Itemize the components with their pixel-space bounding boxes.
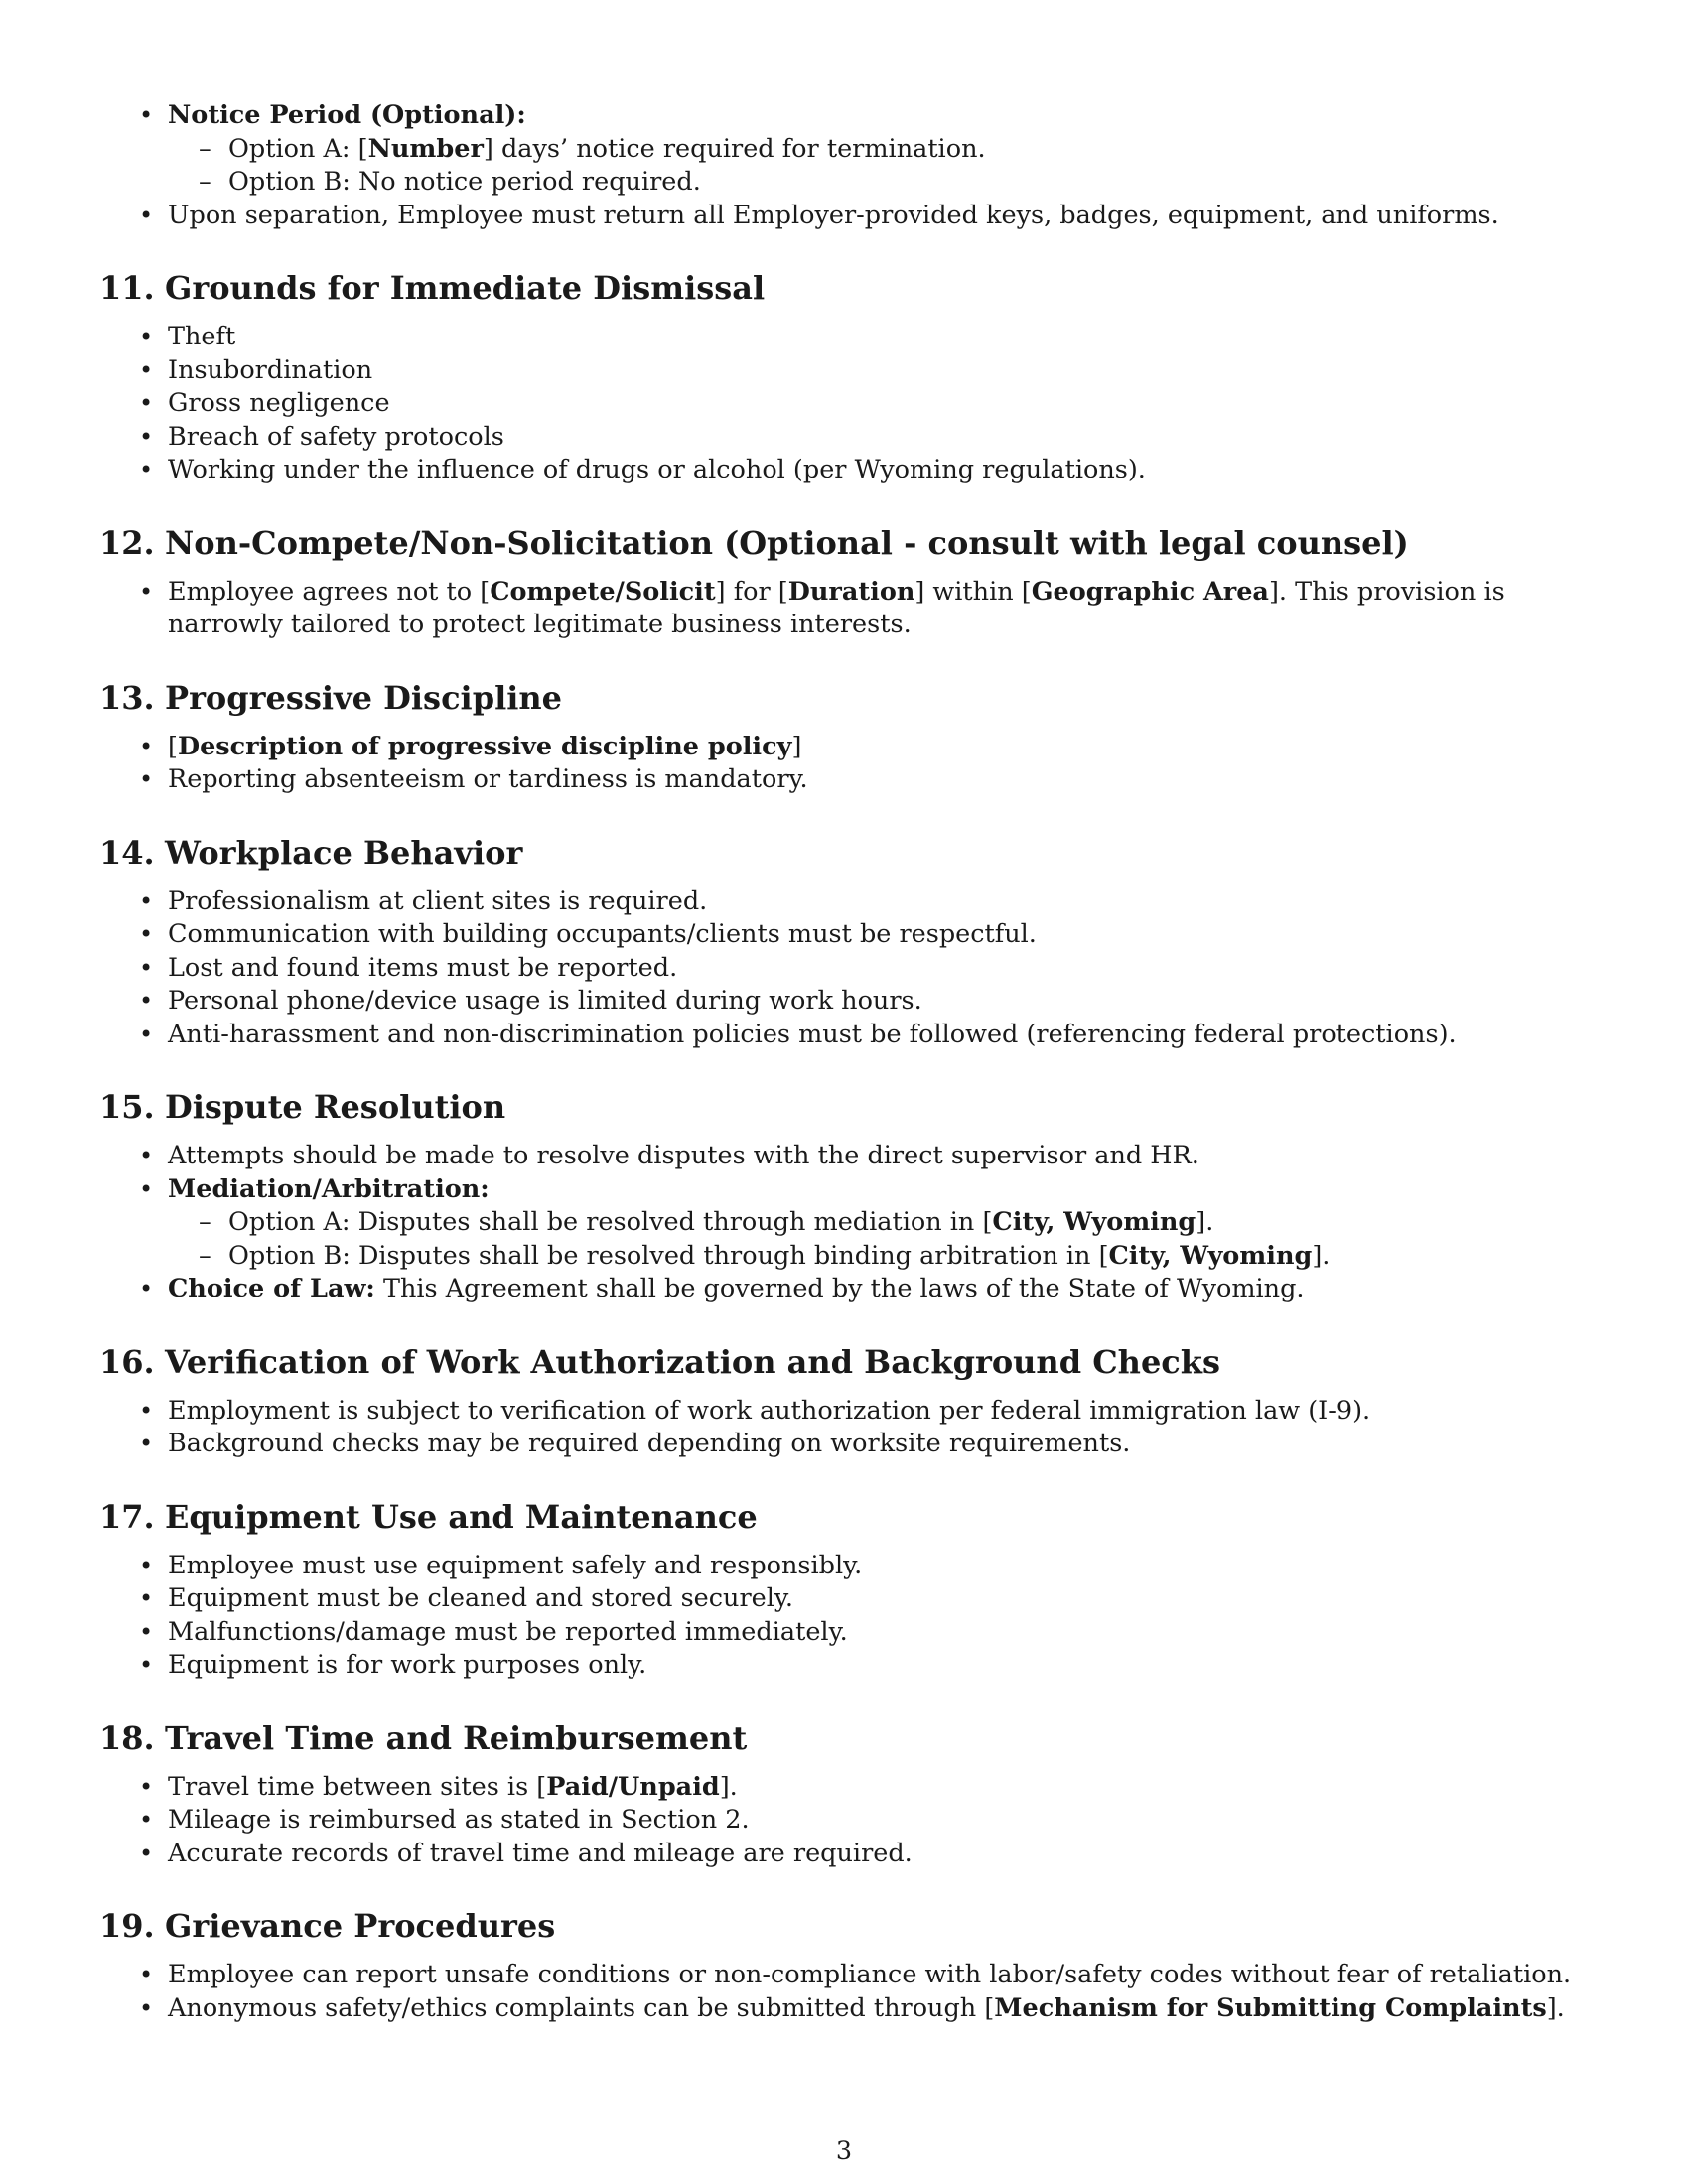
- section-heading: 13. Progressive Discipline: [99, 678, 563, 717]
- bullet-icon: •: [139, 732, 154, 760]
- list-item: • Communication with building occupants/clients must be respectful.: [99, 918, 1599, 952]
- bullet-icon: •: [139, 1617, 154, 1646]
- section-14: [99, 833, 1599, 1052]
- list-item: • Lost and found items must be reported.: [99, 952, 1599, 986]
- bullet-icon: •: [139, 1275, 154, 1302]
- list-item: • Anti-harassment and non-discrimination policies must be followed (referencing federal protections).: [99, 1019, 1599, 1052]
- sub-list-item: – Option B: No notice period required.: [99, 166, 1599, 200]
- bullet-list: [99, 1771, 1599, 1871]
- bullet-icon: •: [139, 101, 154, 129]
- bullet-icon: •: [139, 323, 154, 350]
- placeholder-field: Compete/Solicit: [490, 576, 716, 607]
- list-item: • Attempts should be made to resolve disputes with the direct supervisor and HR.: [99, 1140, 1599, 1173]
- placeholder-field: City, Wyoming: [992, 1207, 1196, 1237]
- list-item: • Working under the influence of drugs or alcohol (per Wyoming regulations).: [99, 454, 1599, 487]
- sub-list-item: – Option A: Disputes shall be resolved through mediation in [City, Wyoming].: [99, 1206, 1599, 1240]
- bullet-icon: •: [139, 987, 154, 1015]
- list-item: • Choice of Law: This Agreement shall be governed by the laws of the State of Wyoming.: [99, 1273, 1599, 1306]
- section-16: [99, 1342, 1599, 1461]
- placeholder-field: Number: [367, 133, 484, 164]
- placeholder-field: Description of progressive discipline policy: [177, 731, 792, 761]
- bullet-icon: •: [139, 1806, 154, 1834]
- list-item: • Reporting absenteeism or tardiness is mandatory.: [99, 763, 1599, 797]
- section-heading: 15. Dispute Resolution: [99, 1088, 506, 1126]
- placeholder-field: Duration: [787, 576, 915, 607]
- section-12: [99, 523, 1599, 642]
- bullet-icon: •: [139, 456, 154, 483]
- list-item: • Employee can report unsafe conditions or non-compliance with labor/safety codes without fear of retaliation.: [99, 1959, 1599, 1992]
- bullet-list: [99, 1550, 1599, 1683]
- section-heading: 12. Non-Compete/Non-Solicitation (Optional - consult with legal counsel): [99, 523, 1409, 562]
- page-number: 3: [835, 2136, 853, 2166]
- bullet-icon: •: [139, 765, 154, 793]
- list-item: • Malfunctions/damage must be reported immediately.: [99, 1616, 1599, 1650]
- bullet-icon: •: [139, 1430, 154, 1457]
- bullet-list: [99, 576, 1599, 642]
- sub-list-item: – Option B: Disputes shall be resolved through binding arbitration in [City, Wyoming].: [99, 1240, 1599, 1274]
- list-item: • Travel time between sites is [Paid/Unpaid].: [99, 1771, 1599, 1805]
- bullet-list: [99, 731, 1599, 797]
- dash-icon: –: [199, 133, 211, 164]
- bullet-icon: •: [139, 1651, 154, 1679]
- bullet-list: [99, 1140, 1599, 1306]
- bullet-icon: •: [139, 953, 154, 982]
- list-item: • Insubordination: [99, 354, 1599, 388]
- list-item: • Personal phone/device usage is limited during work hours.: [99, 985, 1599, 1019]
- section-17: [99, 1497, 1599, 1683]
- section-heading: 11. Grounds for Immediate Dismissal: [99, 269, 766, 307]
- bullet-icon: •: [139, 1142, 154, 1169]
- mediation-label: Mediation/Arbitration:: [168, 1173, 490, 1204]
- placeholder-field: City, Wyoming: [1108, 1240, 1313, 1271]
- bullet-icon: •: [139, 1772, 154, 1801]
- section-11: [99, 268, 1599, 487]
- bullet-icon: •: [139, 1839, 154, 1867]
- list-item: [99, 99, 1599, 133]
- list-item: [99, 1173, 1599, 1207]
- bullet-icon: •: [139, 1551, 154, 1579]
- bullet-icon: •: [139, 577, 154, 606]
- bullet-icon: •: [139, 1174, 154, 1203]
- placeholder-field: Geographic Area: [1031, 576, 1269, 607]
- bullet-icon: •: [139, 1396, 154, 1425]
- list-item: • Background checks may be required depending on worksite requirements.: [99, 1428, 1599, 1461]
- bullet-list: [99, 321, 1599, 487]
- list-item: • Employee must use equipment safely and responsibly.: [99, 1550, 1599, 1583]
- dash-icon: –: [199, 167, 211, 197]
- section-19: [99, 1906, 1599, 2025]
- placeholder-field: Paid/Unpaid: [546, 1771, 720, 1802]
- bullet-icon: •: [139, 1961, 154, 1988]
- list-item: • Accurate records of travel time and mileage are required.: [99, 1838, 1599, 1871]
- section-13: [99, 678, 1599, 797]
- list-item: • Anonymous safety/ethics complaints can be submitted through [Mechanism for Submitting Complaints].: [99, 1992, 1599, 2026]
- section-18: [99, 1718, 1599, 1871]
- list-item: • Employment is subject to verification of work authorization per federal immigration law (I-9).: [99, 1395, 1599, 1429]
- dash-icon: –: [199, 1240, 211, 1271]
- list-item: • Mileage is reimbursed as stated in Section 2.: [99, 1804, 1599, 1838]
- list-item: • Equipment is for work purposes only.: [99, 1649, 1599, 1683]
- list-item: • Employee agrees not to [Compete/Solicit] for [Duration] within [Geographic Area]. This provision is narrowly tailored to protect legitimate business interests.: [139, 576, 1505, 639]
- bullet-icon: •: [139, 1993, 154, 2022]
- list-item: • Equipment must be cleaned and stored securely.: [99, 1582, 1599, 1616]
- termination-continuation: [99, 99, 1599, 232]
- list-item: • [Description of progressive discipline policy]: [99, 731, 1599, 764]
- bullet-icon: •: [139, 920, 154, 948]
- section-heading: 19. Grievance Procedures: [99, 1907, 556, 1945]
- list-item: • Professionalism at client sites is required.: [99, 886, 1599, 919]
- bullet-list: [99, 1959, 1599, 2025]
- bullet-icon: •: [139, 355, 154, 384]
- notice-period-label: Notice Period (Optional):: [168, 100, 526, 130]
- sub-list-item: – Option A: [Number] days’ notice required for termination.: [99, 133, 1599, 167]
- bullet-icon: •: [139, 1020, 154, 1048]
- list-item: • Gross negligence: [99, 387, 1599, 421]
- bullet-icon: •: [139, 422, 154, 451]
- list-item: • Breach of safety protocols: [99, 421, 1599, 455]
- bullet-list: [99, 1395, 1599, 1461]
- dash-icon: –: [199, 1207, 211, 1237]
- section-heading: 18. Travel Time and Reimbursement: [99, 1718, 748, 1757]
- placeholder-field: Mechanism for Submitting Complaints: [994, 1992, 1547, 2023]
- section-heading: 16. Verification of Work Authorization and Background Checks: [99, 1342, 1220, 1381]
- document-page: [99, 99, 1599, 2025]
- bullet-icon: •: [139, 201, 154, 229]
- list-item: • Theft: [99, 321, 1599, 354]
- section-heading: 14. Workplace Behavior: [99, 833, 523, 872]
- section-heading: 17. Equipment Use and Maintenance: [99, 1497, 758, 1536]
- choice-of-law-label: Choice of Law:: [168, 1274, 375, 1303]
- bullet-icon: •: [139, 887, 154, 915]
- bullet-icon: •: [139, 389, 154, 417]
- bullet-icon: •: [139, 1584, 154, 1612]
- section-15: [99, 1087, 1599, 1306]
- bullet-list: [99, 886, 1599, 1052]
- list-item: • Upon separation, Employee must return all Employer-provided keys, badges, equipment, and uniforms.: [99, 200, 1599, 233]
